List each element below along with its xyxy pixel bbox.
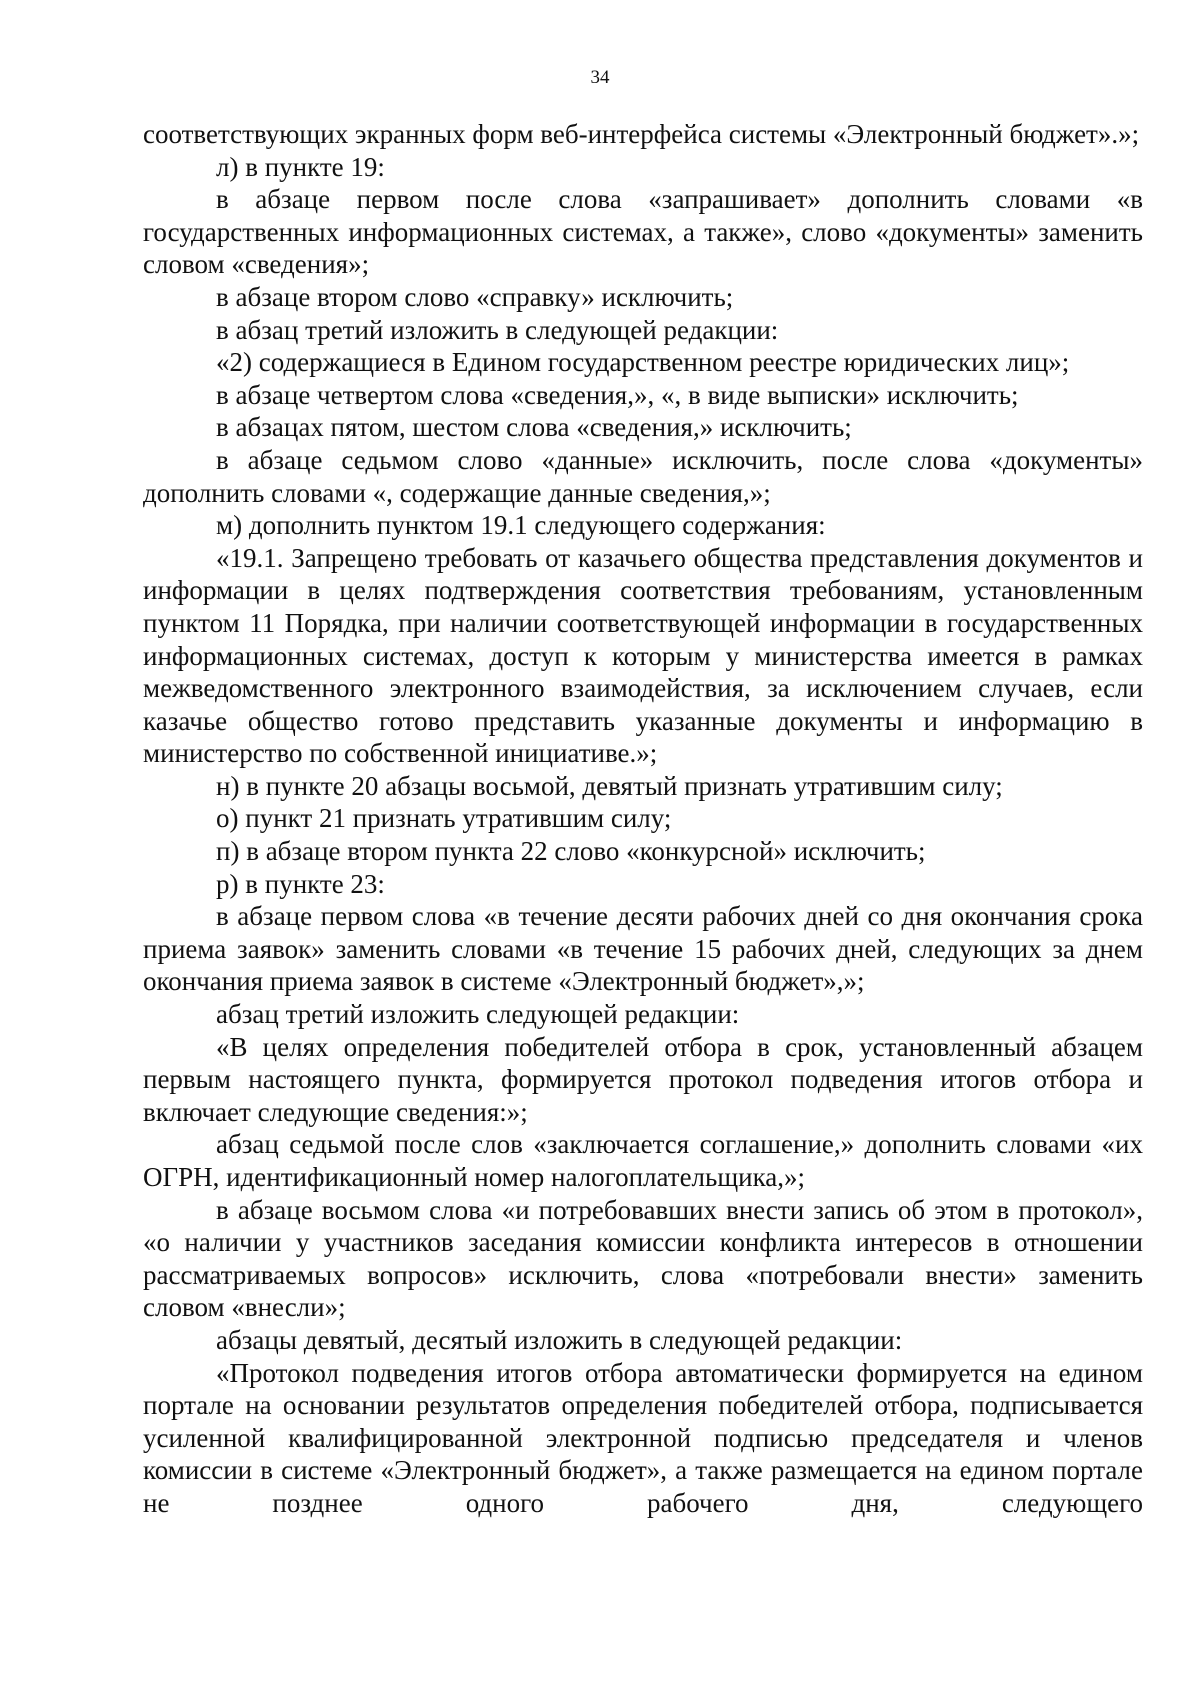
paragraph: в абзацах пятом, шестом слова «сведения,» исключить;: [216, 412, 852, 443]
paragraph: «2) содержащиеся в Едином государственном реестре юридических лиц»;: [216, 347, 1070, 378]
paragraph: абзац седьмой после слов «заключается соглашение,» дополнить словами «их ОГРН, идентификационный номер налогоплательщика,»;: [143, 1129, 1143, 1192]
paragraph: п) в абзаце втором пункта 22 слово «конкурсной» исключить;: [216, 836, 926, 867]
page-number: 34: [590, 67, 610, 88]
paragraph: в абзаце втором слово «справку» исключить;: [216, 281, 734, 312]
paragraph: м) дополнить пунктом 19.1 следующего содержания:: [216, 510, 826, 541]
paragraph: «19.1. Запрещено требовать от казачьего общества представления документов и информации в целях подтверждения соответствия требованиям, установленным пунктом 11 Порядка, при наличии соответствующей информации в государственных информационных системах, доступ к которым у министерства имеется в рамках межведомственного электронного взаимодействия, за исключением случаев, если казачье общество готово представить указанные документы и информацию в министерство по собственной инициативе.»;: [143, 542, 1143, 769]
paragraph: в абзаце первом слова «в течение десяти рабочих дней со дня окончания срока приема заявок» заменить словами «в течение 15 рабочих дней, следующих за днем окончания приема заявок в системе «Электронный бюджет»,»;: [143, 901, 1143, 997]
paragraph: р) в пункте 23:: [216, 868, 385, 899]
paragraph: соответствующих экранных форм веб-интерфейса системы «Электронный бюджет».»;: [143, 119, 1140, 149]
paragraph: л) в пункте 19:: [216, 151, 385, 182]
paragraph: в абзаце восьмом слова «и потребовавших внести запись об этом в протокол», «о наличии у участников заседания комиссии конфликта интересов в отношении рассматриваемых вопросов» исключить, слова «потребовали внести» заменить словом «внесли»;: [143, 1194, 1143, 1323]
paragraph: абзац третий изложить следующей редакции:: [216, 999, 740, 1030]
paragraph: «Протокол подведения итогов отбора автоматически формируется на едином портале на основании результатов определения победителей отбора, подписывается усиленной квалифицированной электронной подписью председателя и членов комиссии в системе «Электронный бюджет», а также размещается на едином портале не позднее одного рабочего дня, следующего: [143, 1357, 1143, 1518]
paragraph: абзацы девятый, десятый изложить в следующей редакции:: [216, 1324, 903, 1355]
paragraph: в абзац третий изложить в следующей редакции:: [216, 314, 779, 345]
paragraph: н) в пункте 20 абзацы восьмой, девятый признать утратившим силу;: [216, 770, 1003, 801]
paragraph: в абзаце первом после слова «запрашивает» дополнить словами «в государственных информационных системах, а также», слово «документы» заменить словом «сведения»;: [143, 184, 1143, 280]
paragraph: в абзаце четвертом слова «сведения,», «, в виде выписки» исключить;: [216, 379, 1019, 410]
paragraph: «В целях определения победителей отбора в срок, установленный абзацем первым настоящего пункта, формируется протокол подведения итогов отбора и включает следующие сведения:»;: [143, 1031, 1143, 1127]
document-body: [143, 118, 1143, 1520]
paragraph: о) пункт 21 признать утратившим силу;: [216, 803, 672, 834]
paragraph: в абзаце седьмом слово «данные» исключить, после слова «документы» дополнить словами «, содержащие данные сведения,»;: [143, 444, 1143, 508]
